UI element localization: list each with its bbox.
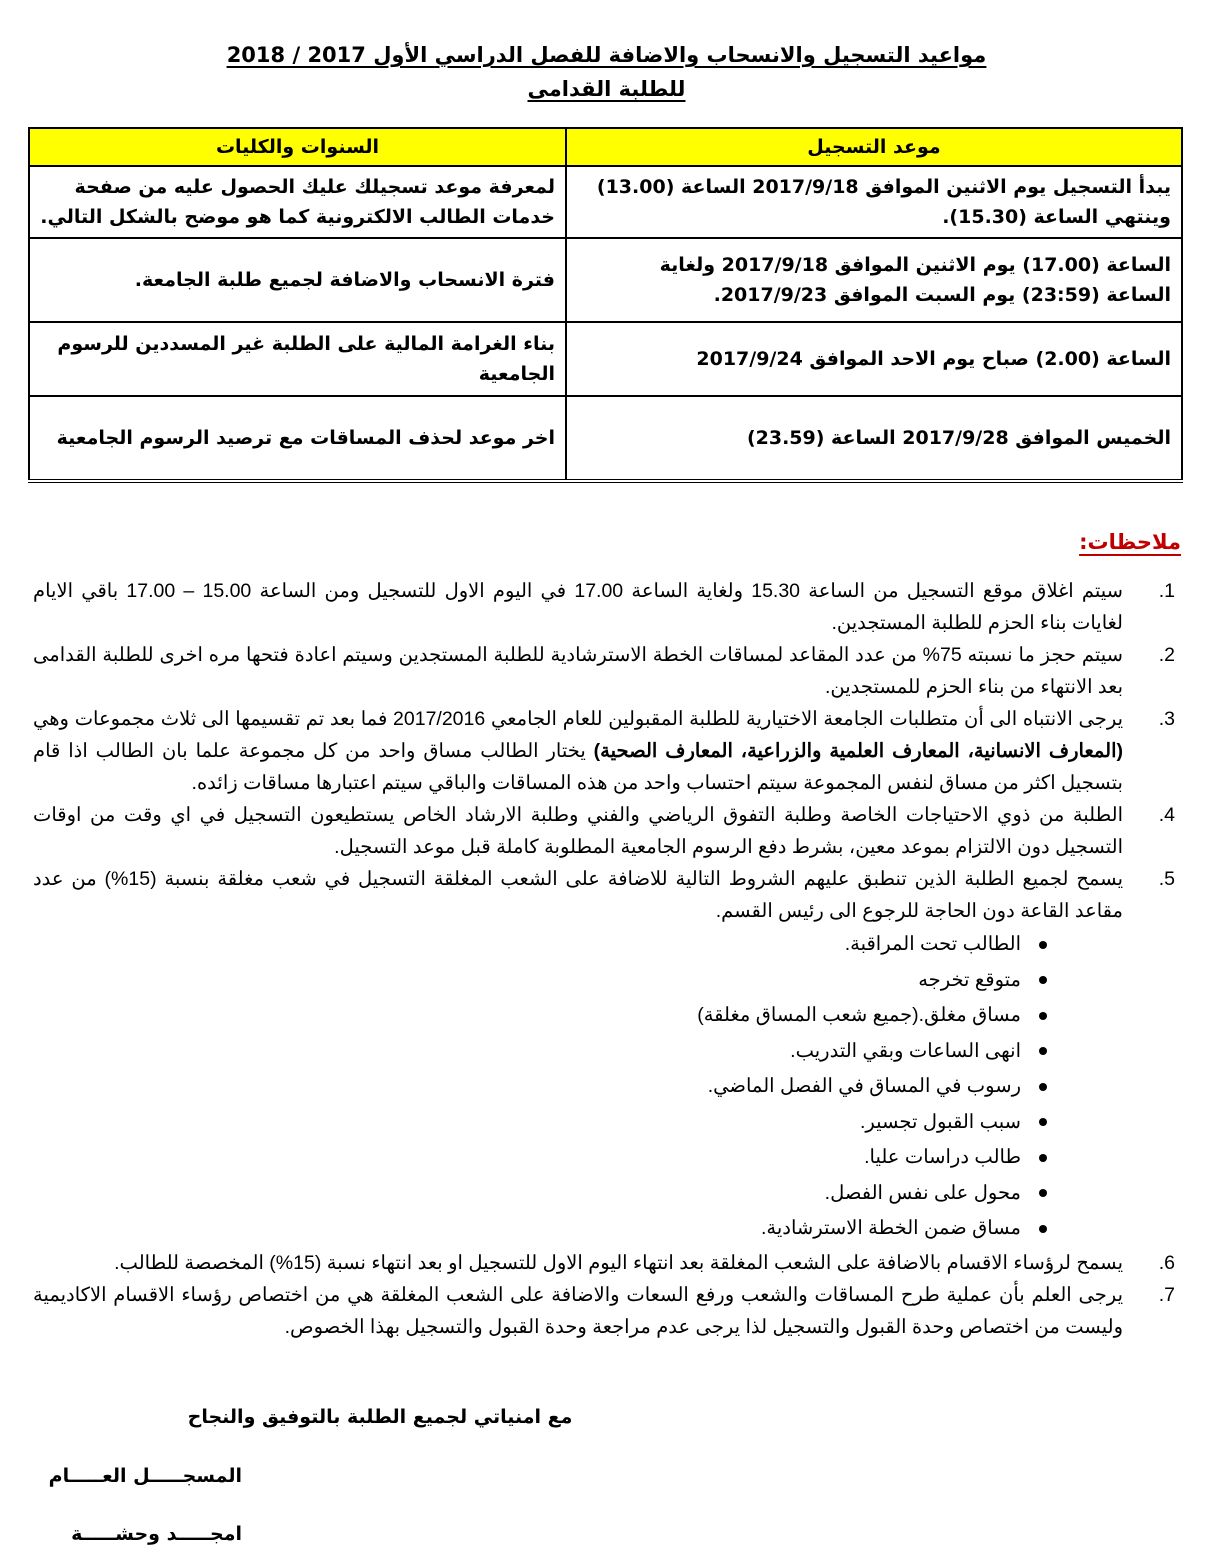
bullet-icon bbox=[1039, 1083, 1047, 1091]
list-item: انهى الساعات وبقي التدريب. bbox=[33, 1034, 1047, 1070]
title-line-1: مواعيد التسجيل والانسحاب والاضافة للفصل الدراسي الأول 2017 / 2018 bbox=[226, 43, 987, 67]
list-item: مساق مغلق.(جميع شعب المساق مغلقة) bbox=[33, 998, 1047, 1034]
note-item bbox=[33, 1279, 1183, 1343]
closing-greeting: مع امنياتي لجميع الطلبة بالتوفيق والنجاح bbox=[187, 1406, 573, 1428]
table-row bbox=[29, 238, 1182, 322]
bullet-icon bbox=[1039, 1189, 1047, 1197]
list-item: الطالب تحت المراقبة. bbox=[33, 927, 1047, 963]
note-number: 2. bbox=[1158, 644, 1175, 666]
title-line-2: للطلبة القدامى bbox=[527, 77, 686, 101]
note-text: يرجى العلم بأن عملية طرح المساقات والشعب ورفع السعات والاضافة على الشعب المغلقة هي من اختصاص رؤساء الاقسام الاكاديمية وليست من اختصاص وحدة القبول والتسجيل لذا يرجى عدم مراجعة وحدة القبول والتسجيل بهذا الخصوص. bbox=[33, 1283, 1123, 1338]
table-row bbox=[29, 396, 1182, 481]
schedule-table bbox=[28, 127, 1183, 483]
bullet-icon bbox=[1039, 1225, 1047, 1233]
list-item: متوقع تخرجه bbox=[33, 963, 1047, 999]
bullet-icon bbox=[1039, 976, 1047, 984]
note-number: 5. bbox=[1158, 868, 1175, 890]
table-cell-description: فترة الانسحاب والاضافة لجميع طلبة الجامعة. bbox=[29, 238, 566, 322]
list-item: طالب دراسات عليا. bbox=[33, 1140, 1047, 1176]
note-number: 3. bbox=[1158, 708, 1175, 730]
note-number: 7. bbox=[1158, 1283, 1175, 1306]
note-text: سيتم حجز ما نسبته 75% من عدد المقاعد لمساقات الخطة الاسترشادية للطلبة المستجدين وسيتم اعادة فتحها مره اخرى للطلبة القدامى بعد الانتهاء من بناء الحزم للمستجدين. bbox=[33, 644, 1123, 698]
document-title bbox=[0, 38, 1213, 106]
signature-name: امجـــــد وحشـــــة bbox=[71, 1523, 242, 1545]
note-item bbox=[33, 639, 1183, 703]
table-cell-time: الساعة (17.00) يوم الاثنين الموافق 2017/9/18 ولغاية الساعة (23:59) يوم السبت الموافق 2017/9/23. bbox=[566, 238, 1182, 322]
note-text: الطلبة من ذوي الاحتياجات الخاصة وطلبة التفوق الرياضي والفني وطلبة الارشاد الخاص يستطيعون التسجيل في اي وقت من اوقات التسجيل دون الالتزام بموعد معين، بشرط دفع الرسوم الجامعية المطلوبة كاملة قبل موعد التسجيل. bbox=[33, 804, 1123, 858]
table-cell-description: لمعرفة موعد تسجيلك عليك الحصول عليه من صفحة خدمات الطالب الالكترونية كما هو موضح بالشكل التالي. bbox=[29, 166, 566, 238]
table-cell-description: بناء الغرامة المالية على الطلبة غير المسددين للرسوم الجامعية bbox=[29, 322, 566, 396]
note-item bbox=[33, 703, 1183, 799]
note-item bbox=[33, 799, 1183, 863]
note-text: يسمح لجميع الطلبة الذين تنطبق عليهم الشروط التالية للاضافة على الشعب المغلقة التسجيل في شعب مغلقة بنسبة (15%) من عدد مقاعد القاعة دون الحاجة للرجوع الى رئيس القسم. bbox=[33, 868, 1124, 922]
table-cell-description: اخر موعد لحذف المساقات مع ترصيد الرسوم الجامعية bbox=[29, 396, 566, 481]
notes-list bbox=[33, 575, 1183, 1343]
note-number: 4. bbox=[1158, 804, 1175, 826]
column-header-registration-time: موعد التسجيل bbox=[566, 128, 1182, 166]
bullet-icon bbox=[1039, 1012, 1047, 1020]
note-text: يرجى الانتباه الى أن متطلبات الجامعة الاختيارية للطلبة المقبولين للعام الجامعي 2017/2016 فما بعد تم تقسيمها الى ثلاث مجموعات وهي (المعارف الانسانية، المعارف العلمية والزراعية، المعارف الصحية) يختار الطالب مساق واحد من كل مجموعة علما بان الطالب اذا قام بتسجيل اكثر من مساق لنفس المجموعة سيتم احتساب واحد من هذه المساقات والباقي سيتم اعتبارها مساقات زائده. bbox=[33, 708, 1123, 794]
note-number: 6. bbox=[1158, 1251, 1175, 1274]
column-header-years-colleges: السنوات والكليات bbox=[29, 128, 566, 166]
note-text: يسمح لرؤساء الاقسام بالاضافة على الشعب المغلقة بعد انتهاء اليوم الاول للتسجيل او بعد انتهاء نسبة (15%) المخصصة للطالب. bbox=[114, 1251, 1123, 1274]
table-row bbox=[29, 322, 1182, 396]
bullet-icon bbox=[1039, 1154, 1047, 1162]
list-item: سبب القبول تجسير. bbox=[33, 1105, 1047, 1141]
note-item bbox=[33, 575, 1183, 639]
table-header-row bbox=[29, 128, 1182, 166]
note-item bbox=[33, 863, 1183, 927]
bullet-icon bbox=[1039, 941, 1047, 949]
table-cell-time: الساعة (2.00) صباح يوم الاحد الموافق 2017/9/24 bbox=[566, 322, 1182, 396]
list-item: مساق ضمن الخطة الاسترشادية. bbox=[33, 1211, 1047, 1247]
knowledge-groups: (المعارف الانسانية، المعارف العلمية والزراعية، المعارف الصحية) bbox=[593, 740, 1123, 762]
note-item bbox=[33, 1247, 1183, 1279]
bullet-icon bbox=[1039, 1118, 1047, 1126]
table-cell-time: الخميس الموافق 2017/9/28 الساعة (23.59) bbox=[566, 396, 1182, 481]
list-item: رسوب في المساق في الفصل الماضي. bbox=[33, 1069, 1047, 1105]
list-item: محول على نفس الفصل. bbox=[33, 1176, 1047, 1212]
signature-title: المسجـــــل العـــــام bbox=[48, 1465, 242, 1487]
table-cell-time: يبدأ التسجيل يوم الاثنين الموافق 2017/9/18 الساعة (13.00) وينتهي الساعة (15.30). bbox=[566, 166, 1182, 238]
table-row bbox=[29, 166, 1182, 238]
bullet-icon bbox=[1039, 1047, 1047, 1055]
note-text: سيتم اغلاق موقع التسجيل من الساعة 15.30 ولغاية الساعة 17.00 في اليوم الاول للتسجيل ومن الساعة 15.00 – 17.00 باقي الايام لغايات بناء الحزم للطلبة المستجدين. bbox=[33, 580, 1123, 634]
conditions-bullet-list bbox=[33, 927, 1183, 1247]
note-number: 1. bbox=[1158, 580, 1175, 602]
notes-title: ملاحظات: bbox=[1079, 530, 1181, 554]
